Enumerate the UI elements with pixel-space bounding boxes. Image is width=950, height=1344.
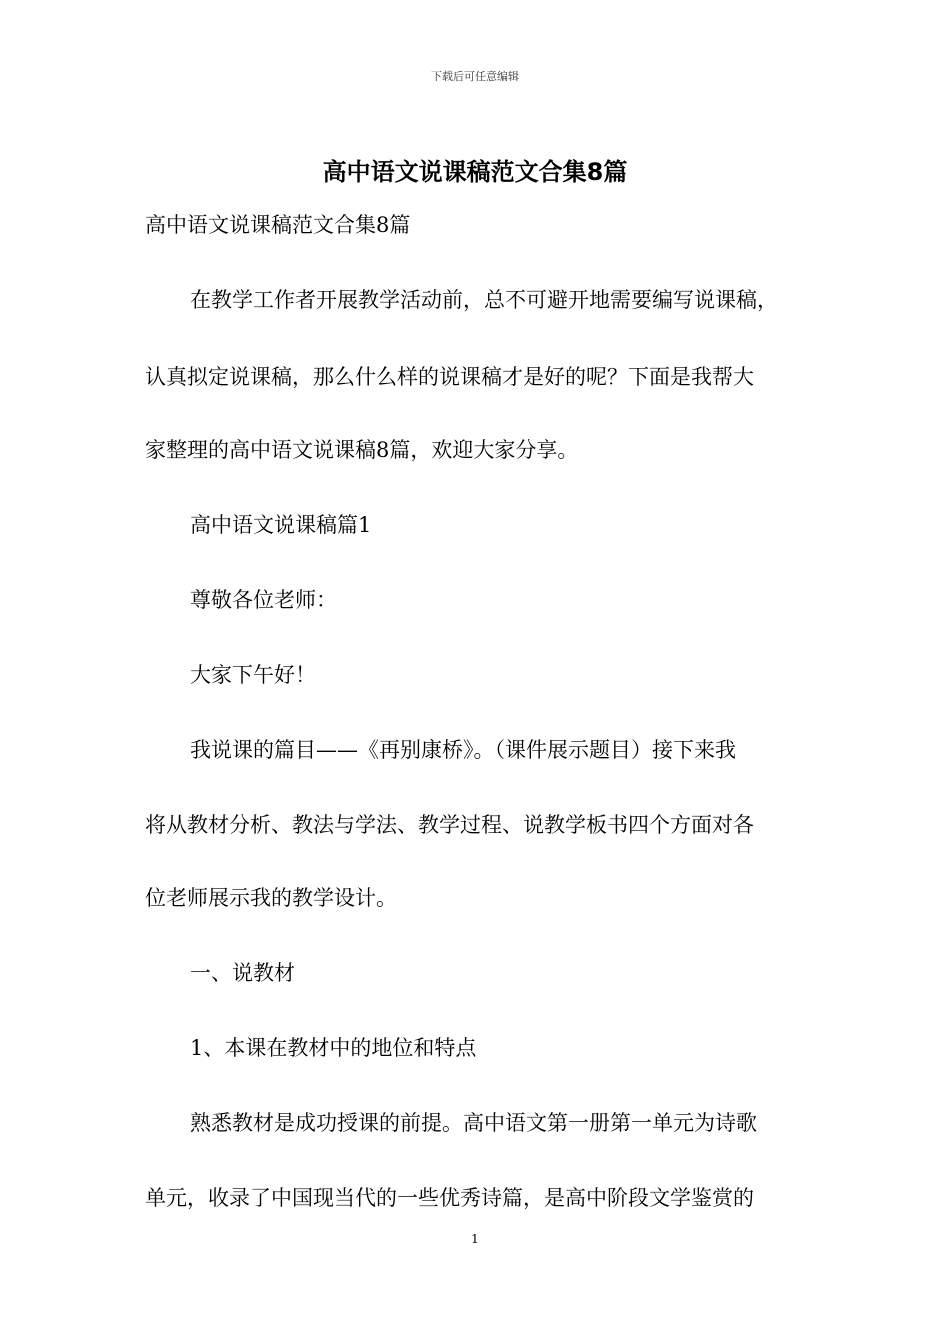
greeting-line: 尊敬各位老师：	[190, 588, 337, 612]
paragraph-line: 熟悉教材是成功授课的前提。高中语文第一册第一单元为诗歌	[190, 1111, 757, 1135]
paragraph-line: 将从教材分析、教法与学法、教学过程、说教学板书四个方面对各	[145, 813, 754, 837]
paragraph-line: 单元，收录了中国现当代的一些优秀诗篇，是高中阶段文学鉴赏的	[145, 1186, 754, 1210]
section-heading: 一、说教材	[190, 961, 295, 985]
subtitle-line: 高中语文说课稿范文合集8篇	[145, 213, 411, 237]
paragraph-line: 认真拟定说课稿，那么什么样的说课稿才是好的呢？下面是我帮大	[145, 365, 754, 389]
section-heading: 高中语文说课稿篇1	[190, 513, 372, 537]
header-note: 下载后可任意编辑	[431, 70, 519, 83]
subsection-heading: 1、本课在教材中的地位和特点	[190, 1036, 477, 1060]
paragraph-line: 在教学工作者开展教学活动前，总不可避开地需要编写说课稿，	[190, 288, 778, 312]
document-title: 高中语文说课稿范文合集8篇	[322, 158, 628, 186]
greeting-line: 大家下午好！	[190, 663, 316, 687]
paragraph-line: 位老师展示我的教学设计。	[145, 886, 397, 910]
paragraph-line: 我说课的篇目——《再别康桥》。（课件展示题目）接下来我	[190, 738, 736, 762]
page-number: 1	[471, 1232, 479, 1246]
paragraph-line: 家整理的高中语文说课稿8篇，欢迎大家分享。	[145, 438, 579, 462]
